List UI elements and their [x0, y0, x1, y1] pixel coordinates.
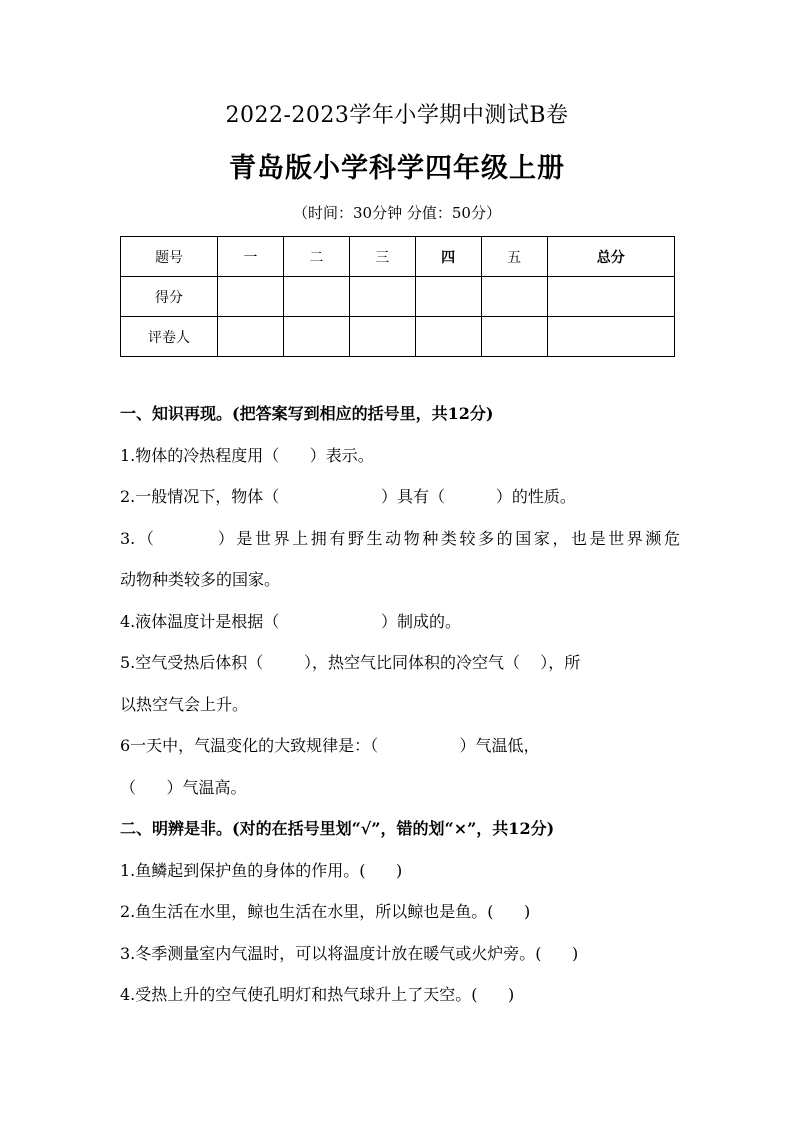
grader-cell[interactable] [218, 317, 284, 357]
row-label: 得分 [121, 277, 218, 317]
question-line: 4.受热上升的空气使孔明灯和热气球升上了天空。( ) [120, 985, 515, 1004]
question-line: 动物种类较多的国家。 [120, 570, 281, 589]
question-line: 6一天中，气温变化的大致规律是：（ ）气温低， [120, 736, 540, 755]
section-heading: 一、知识再现。(把答案写到相应的括号里，共12分) [120, 404, 494, 423]
question-line: （ ）气温高。 [120, 777, 247, 797]
grader-row [121, 317, 675, 357]
question-line: 2.一般情况下，物体（ ）具有（ ）的性质。 [120, 487, 576, 506]
score-cell[interactable] [349, 277, 415, 317]
grader-cell[interactable] [349, 317, 415, 357]
table-header-cell: 总分 [547, 237, 674, 277]
question-line: 1.物体的冷热程度用（ ）表示。 [120, 445, 374, 465]
question-line: 以热空气会上升。 [120, 694, 249, 714]
question-line: 3.（ ）是世界上拥有野生动物种类较多的国家，也是世界濒危 [120, 528, 680, 548]
row-label: 评卷人 [121, 317, 218, 357]
exam-subtitle: 青岛版小学科学四年级上册 [229, 153, 565, 184]
table-header-cell: 二 [283, 237, 349, 277]
question-line: 2.鱼生活在水里，鲸也生活在水里，所以鲸也是鱼。( ) [120, 902, 531, 921]
grader-cell[interactable] [481, 317, 547, 357]
score-table [120, 236, 675, 357]
question-line: 1.鱼鳞起到保护鱼的身体的作用。( ) [120, 860, 403, 880]
table-header-cell: 三 [349, 237, 415, 277]
question-line: 3.冬季测量室内气温时，可以将温度计放在暖气或火炉旁。( ) [120, 943, 579, 963]
question-content [120, 400, 680, 1023]
exam-title: 2022-2023学年小学期中测试B卷 [225, 103, 569, 128]
score-cell[interactable] [481, 277, 547, 317]
time-score-info: （时间：30分钟 分值：50分） [293, 204, 501, 222]
score-cell[interactable] [547, 277, 674, 317]
table-header-cell: 四 [415, 237, 481, 277]
grader-cell[interactable] [415, 317, 481, 357]
table-header-cell: 五 [481, 237, 547, 277]
grader-cell[interactable] [283, 317, 349, 357]
score-cell[interactable] [415, 277, 481, 317]
score-table-header-row [121, 237, 675, 277]
grader-cell[interactable] [547, 317, 674, 357]
question-line: 4.液体温度计是根据（ ）制成的。 [120, 611, 461, 631]
score-cell[interactable] [283, 277, 349, 317]
score-row [121, 277, 675, 317]
table-header-cell: 一 [218, 237, 284, 277]
table-header-cell: 题号 [121, 237, 218, 277]
section-heading: 二、明辨是非。(对的在括号里划“√”，错的划“×”，共12分) [120, 819, 555, 838]
score-cell[interactable] [218, 277, 284, 317]
question-line: 5.空气受热后体积（ ），热空气比同体积的冷空气（ ），所 [120, 653, 581, 672]
